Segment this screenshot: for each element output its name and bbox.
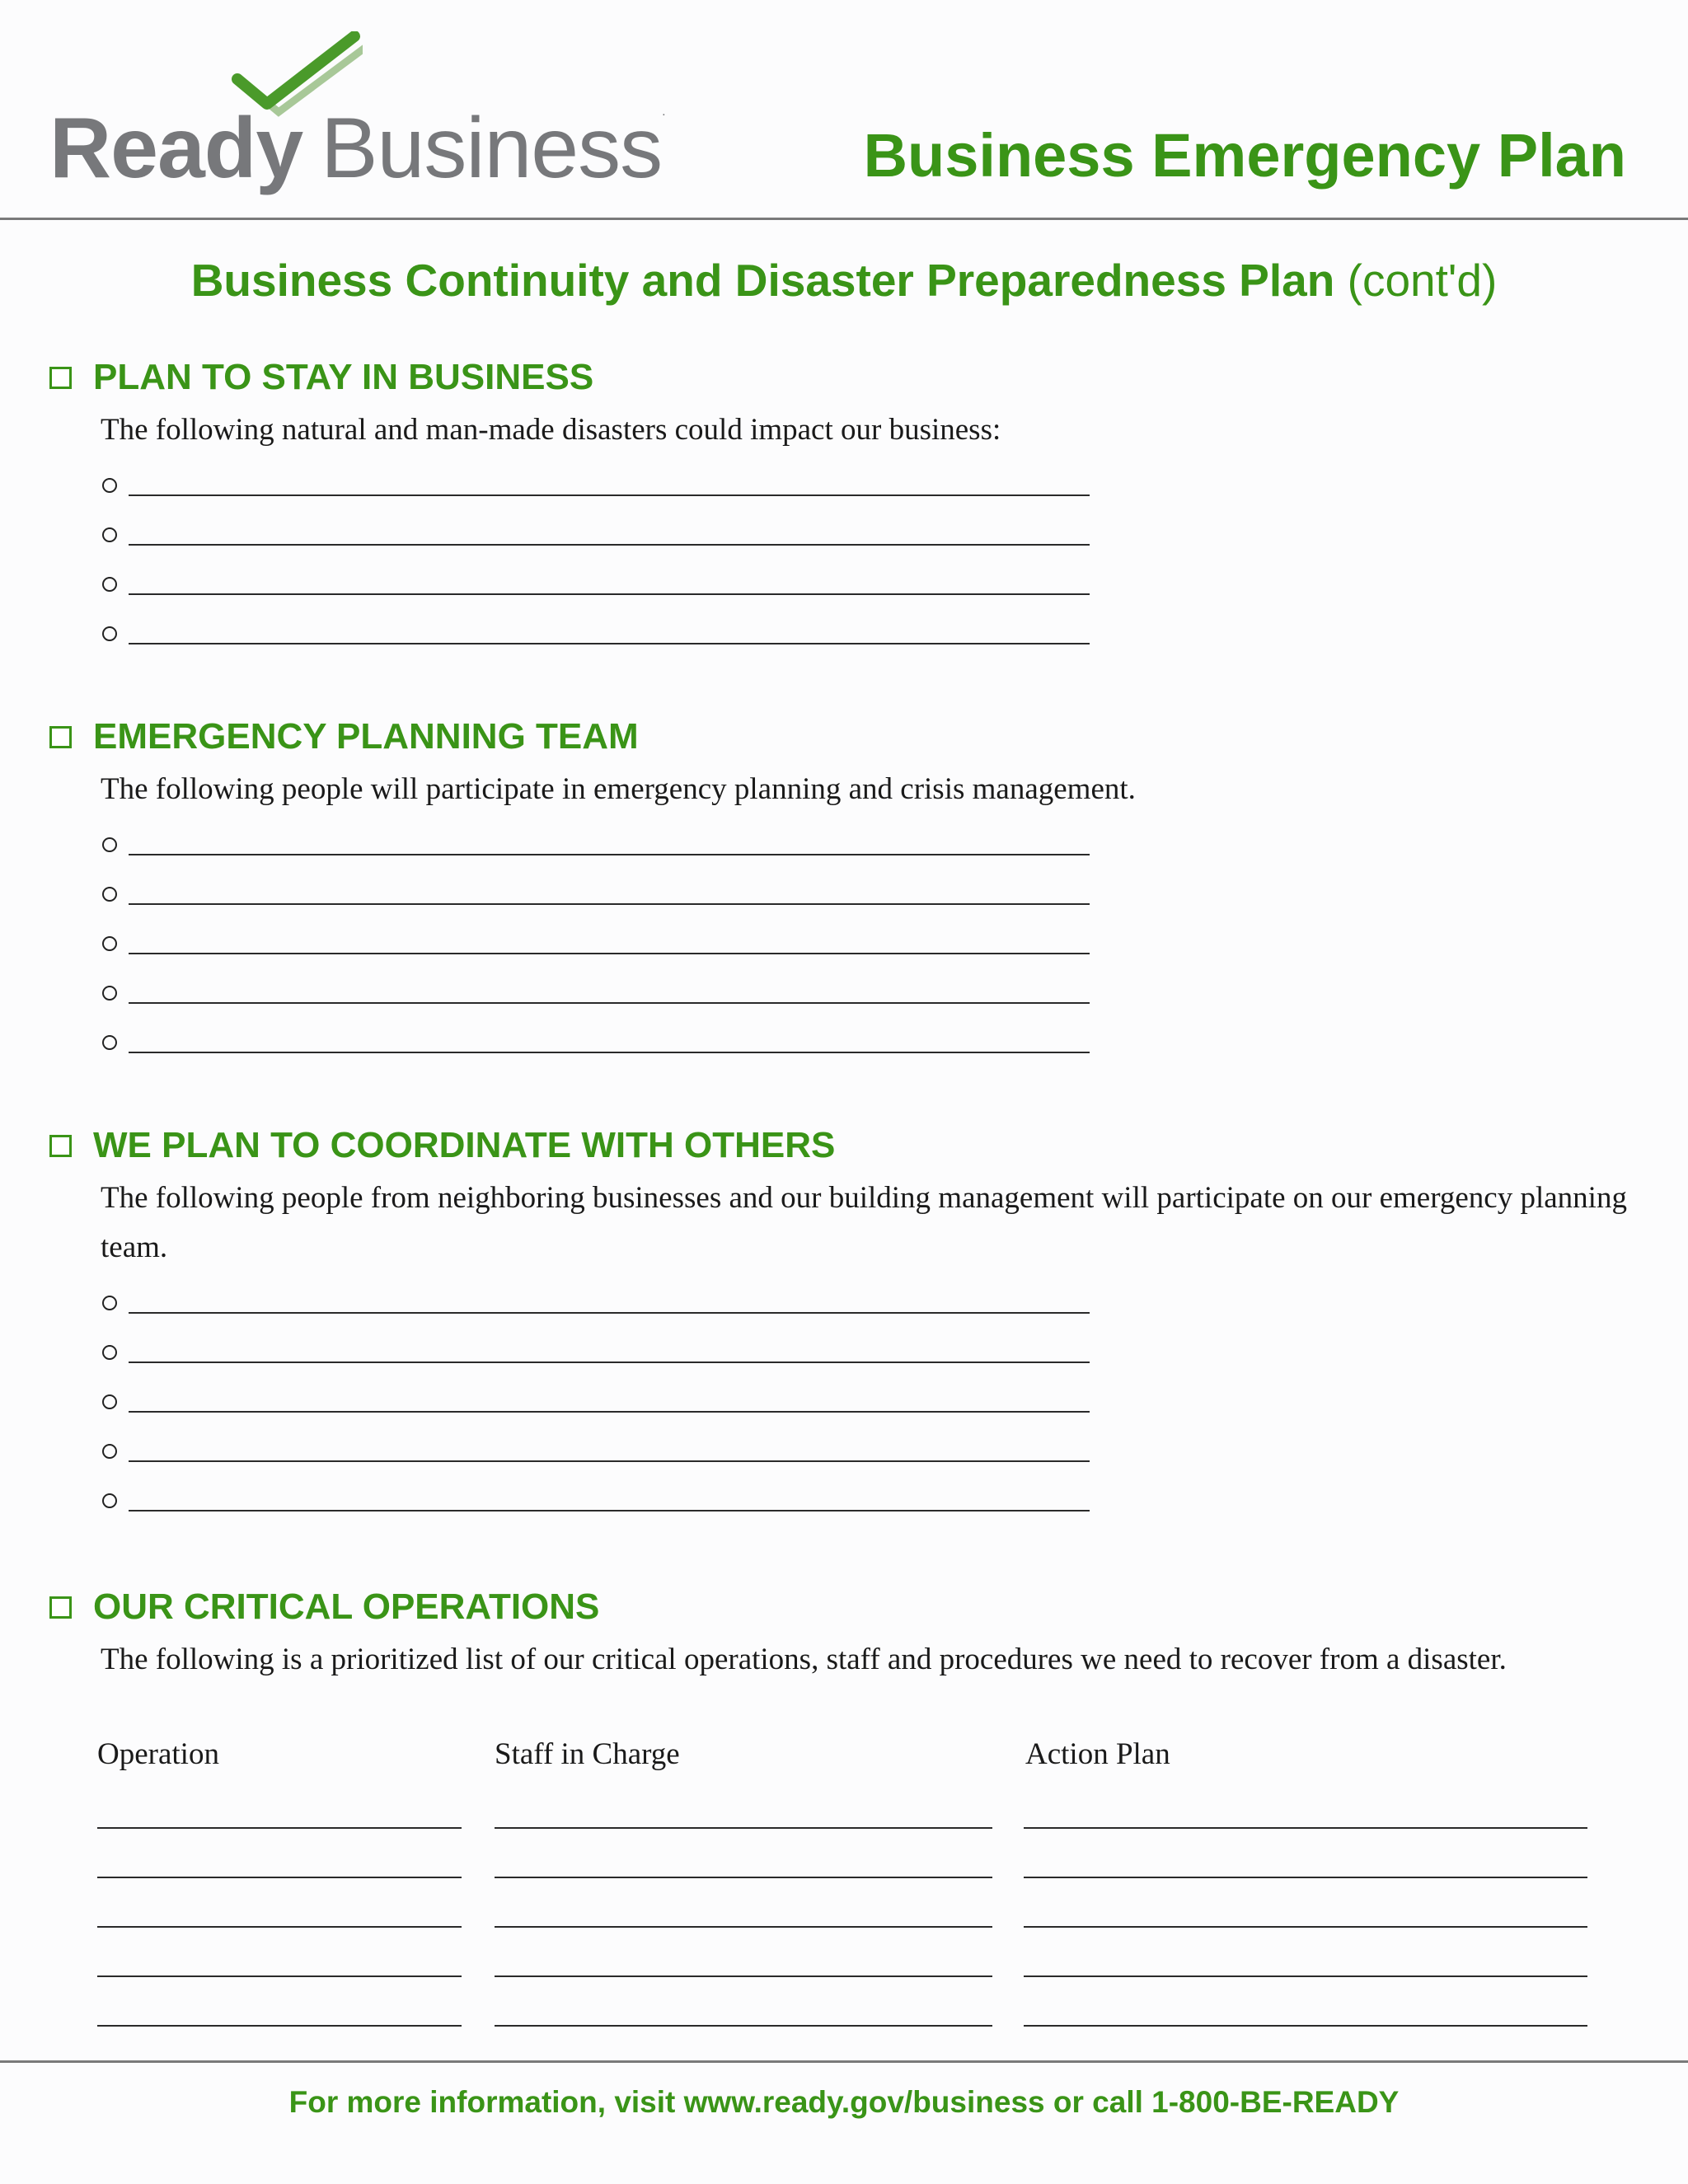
blank-entry-line[interactable] bbox=[129, 903, 1090, 905]
hollow-bullet-icon bbox=[102, 1444, 117, 1459]
header-divider bbox=[0, 218, 1688, 220]
blank-entry-line[interactable] bbox=[129, 1361, 1090, 1363]
blank-entry-line[interactable] bbox=[495, 1877, 992, 1878]
section-text: The following is a prioritized list of our critical operations, staff and procedures we need to recover from a disaster. bbox=[101, 1643, 1507, 1676]
list-item bbox=[101, 814, 1648, 864]
list-item bbox=[101, 603, 1648, 653]
blank-entry-line[interactable] bbox=[1024, 1926, 1587, 1928]
hollow-bullet-icon bbox=[102, 527, 117, 542]
list-item bbox=[101, 913, 1648, 963]
blank-entry-line[interactable] bbox=[129, 1002, 1090, 1004]
section-text: The following natural and man-made disasters could impact our business: bbox=[101, 413, 1001, 447]
section-title: PLAN TO STAY IN BUSINESS bbox=[93, 357, 594, 397]
hollow-bullet-icon bbox=[102, 1394, 117, 1409]
section-emergency-team bbox=[49, 714, 1648, 1062]
blank-entry-line[interactable] bbox=[129, 1052, 1090, 1053]
blank-entry-line[interactable] bbox=[129, 544, 1090, 546]
list-item bbox=[101, 504, 1648, 554]
checkbox-icon[interactable] bbox=[49, 1596, 72, 1619]
subtitle-main: Business Continuity and Disaster Preparedness Plan bbox=[190, 255, 1335, 306]
blank-entry-line[interactable] bbox=[495, 1975, 992, 1977]
hollow-bullet-icon bbox=[102, 887, 117, 902]
section-plan-to-stay bbox=[49, 354, 1648, 653]
hollow-bullet-icon bbox=[102, 936, 117, 951]
section-coordinate-others bbox=[49, 1122, 1648, 1520]
list-item bbox=[101, 1272, 1648, 1322]
blank-entry-line[interactable] bbox=[129, 643, 1090, 644]
blank-entry-line[interactable] bbox=[1024, 1975, 1587, 1977]
section-title: WE PLAN TO COORDINATE WITH OTHERS bbox=[93, 1125, 836, 1165]
blank-entry-line[interactable] bbox=[1024, 1877, 1587, 1878]
column-header: Operation bbox=[97, 1737, 219, 1771]
list-item bbox=[101, 1012, 1648, 1062]
list-item bbox=[101, 1371, 1648, 1421]
list-item bbox=[101, 864, 1648, 913]
blank-entry-line[interactable] bbox=[495, 2025, 992, 2027]
logo-word-business: Business bbox=[321, 101, 663, 196]
blank-entry-line[interactable] bbox=[97, 1877, 462, 1878]
hollow-bullet-icon bbox=[102, 577, 117, 592]
blank-entry-line[interactable] bbox=[129, 1510, 1090, 1511]
list-item bbox=[101, 963, 1648, 1012]
logo-word-ready: Ready bbox=[49, 101, 303, 196]
hollow-bullet-icon bbox=[102, 1035, 117, 1050]
logo-mark-dot: . bbox=[662, 105, 665, 119]
section-text: The following people from neighboring businesses and our building management will participate on our emergency planning team. bbox=[101, 1181, 1627, 1264]
footer-info: For more information, visit www.ready.gov/business or call 1-800-BE-READY bbox=[288, 2085, 1400, 2119]
hollow-bullet-icon bbox=[102, 1296, 117, 1310]
list-item bbox=[101, 1421, 1648, 1470]
section-critical-operations bbox=[49, 1584, 1648, 1685]
blank-entry-line[interactable] bbox=[495, 1827, 992, 1829]
blank-entry-line[interactable] bbox=[1024, 2025, 1587, 2027]
blank-entry-line[interactable] bbox=[129, 593, 1090, 595]
blank-entry-line[interactable] bbox=[1024, 1827, 1587, 1829]
blank-entry-line[interactable] bbox=[129, 1460, 1090, 1462]
hollow-bullet-icon bbox=[102, 626, 117, 641]
page-subtitle bbox=[0, 255, 1688, 306]
blank-entry-line[interactable] bbox=[129, 494, 1090, 496]
section-title: OUR CRITICAL OPERATIONS bbox=[93, 1586, 600, 1627]
section-title: EMERGENCY PLANNING TEAM bbox=[93, 716, 639, 757]
document-title: Business Emergency Plan bbox=[863, 121, 1626, 190]
list-item bbox=[101, 1470, 1648, 1520]
hollow-bullet-icon bbox=[102, 837, 117, 852]
checkbox-icon[interactable] bbox=[49, 1135, 72, 1157]
footer-divider bbox=[0, 2060, 1688, 2063]
column-staff-in-charge bbox=[495, 1739, 680, 1769]
column-operation bbox=[97, 1739, 219, 1769]
blank-line-list bbox=[101, 1272, 1648, 1520]
blank-entry-line[interactable] bbox=[129, 854, 1090, 855]
list-item bbox=[101, 455, 1648, 504]
blank-entry-line[interactable] bbox=[97, 1827, 462, 1829]
blank-entry-line[interactable] bbox=[97, 1975, 462, 1977]
blank-line-list bbox=[101, 455, 1648, 653]
list-item bbox=[101, 1322, 1648, 1371]
column-header: Staff in Charge bbox=[495, 1737, 680, 1771]
hollow-bullet-icon bbox=[102, 1493, 117, 1508]
checkbox-icon[interactable] bbox=[49, 367, 72, 389]
blank-entry-line[interactable] bbox=[495, 1926, 992, 1928]
column-header: Action Plan bbox=[1025, 1737, 1170, 1771]
hollow-bullet-icon bbox=[102, 478, 117, 493]
checkbox-icon[interactable] bbox=[49, 726, 72, 748]
blank-entry-line[interactable] bbox=[97, 2025, 462, 2027]
page-header bbox=[0, 0, 1688, 221]
blank-entry-line[interactable] bbox=[129, 953, 1090, 954]
hollow-bullet-icon bbox=[102, 1345, 117, 1360]
blank-entry-line[interactable] bbox=[129, 1312, 1090, 1314]
ready-business-logo bbox=[49, 101, 665, 196]
blank-entry-line[interactable] bbox=[97, 1926, 462, 1928]
list-item bbox=[101, 554, 1648, 603]
section-text: The following people will participate in emergency planning and crisis management. bbox=[101, 772, 1136, 806]
blank-line-list bbox=[101, 814, 1648, 1062]
hollow-bullet-icon bbox=[102, 986, 117, 1001]
subtitle-suffix: (cont'd) bbox=[1334, 255, 1498, 306]
column-action-plan bbox=[1025, 1739, 1170, 1769]
blank-entry-line[interactable] bbox=[129, 1411, 1090, 1413]
